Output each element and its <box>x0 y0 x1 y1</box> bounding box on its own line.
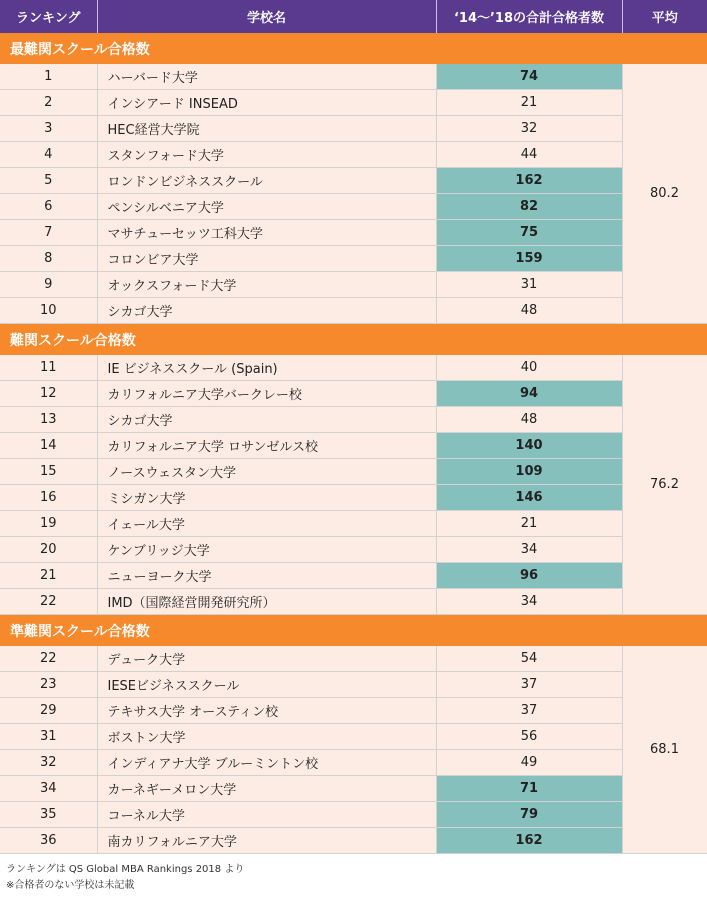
rank-cell: 23 <box>0 672 97 698</box>
table-row <box>0 672 707 698</box>
table-row <box>0 142 707 168</box>
school-name-cell: カリフォルニア大学バークレー校 <box>97 381 436 407</box>
highlighted-count-cell: 74 <box>436 64 622 90</box>
school-name-cell: イェール大学 <box>97 511 436 537</box>
rank-cell: 35 <box>0 802 97 828</box>
rank-cell: 3 <box>0 116 97 142</box>
school-name-cell: IE ビジネススクール (Spain) <box>97 355 436 381</box>
rank-cell: 5 <box>0 168 97 194</box>
school-name-cell: スタンフォード大学 <box>97 142 436 168</box>
highlighted-count-cell: 162 <box>436 828 622 854</box>
section-header-row <box>0 615 707 647</box>
count-cell: 34 <box>436 589 622 615</box>
table-row <box>0 485 707 511</box>
school-name-cell: ロンドンビジネススクール <box>97 168 436 194</box>
rank-cell: 7 <box>0 220 97 246</box>
school-name-cell: オックスフォード大学 <box>97 272 436 298</box>
rank-cell: 21 <box>0 563 97 589</box>
rank-cell: 15 <box>0 459 97 485</box>
count-cell: 34 <box>436 537 622 563</box>
count-cell: 48 <box>436 407 622 433</box>
school-name-cell: シカゴ大学 <box>97 298 436 324</box>
header-count: ‘14～’18の合計合格者数 <box>436 0 622 33</box>
school-name-cell: ハーバード大学 <box>97 64 436 90</box>
count-cell: 40 <box>436 355 622 381</box>
count-cell: 21 <box>436 511 622 537</box>
table-row <box>0 646 707 672</box>
rank-cell: 31 <box>0 724 97 750</box>
section-header-row <box>0 33 707 64</box>
table-row <box>0 90 707 116</box>
count-cell: 31 <box>436 272 622 298</box>
section-header-row <box>0 324 707 356</box>
footnotes <box>0 854 707 894</box>
school-name-cell: マサチューセッツ工科大学 <box>97 220 436 246</box>
count-cell: 56 <box>436 724 622 750</box>
section-title: 難関スクール合格数 <box>0 324 707 356</box>
rank-cell: 14 <box>0 433 97 459</box>
count-cell: 44 <box>436 142 622 168</box>
table-row <box>0 828 707 854</box>
table-row <box>0 589 707 615</box>
table-body <box>0 33 707 854</box>
table-row <box>0 459 707 485</box>
rank-cell: 34 <box>0 776 97 802</box>
rank-cell: 19 <box>0 511 97 537</box>
highlighted-count-cell: 109 <box>436 459 622 485</box>
table-row <box>0 802 707 828</box>
school-name-cell: ペンシルベニア大学 <box>97 194 436 220</box>
school-name-cell: IMD（国際経営開発研究所） <box>97 589 436 615</box>
highlighted-count-cell: 146 <box>436 485 622 511</box>
table-row <box>0 433 707 459</box>
section-average-cell: 68.1 <box>622 646 707 854</box>
school-name-cell: HEC経営大学院 <box>97 116 436 142</box>
highlighted-count-cell: 71 <box>436 776 622 802</box>
school-name-cell: シカゴ大学 <box>97 407 436 433</box>
table-row <box>0 724 707 750</box>
section-title: 準難関スクール合格数 <box>0 615 707 647</box>
rank-cell: 20 <box>0 537 97 563</box>
highlighted-count-cell: 96 <box>436 563 622 589</box>
footnote-omitted: ※合格者のない学校は未記載 <box>6 880 135 891</box>
rank-cell: 2 <box>0 90 97 116</box>
school-name-cell: ボストン大学 <box>97 724 436 750</box>
count-cell: 32 <box>436 116 622 142</box>
school-name-cell: テキサス大学 オースティン校 <box>97 698 436 724</box>
table-row <box>0 168 707 194</box>
school-name-cell: 南カリフォルニア大学 <box>97 828 436 854</box>
highlighted-count-cell: 140 <box>436 433 622 459</box>
rank-cell: 9 <box>0 272 97 298</box>
count-cell: 37 <box>436 672 622 698</box>
school-name-cell: コロンビア大学 <box>97 246 436 272</box>
count-cell: 21 <box>436 90 622 116</box>
table-row <box>0 194 707 220</box>
table-row <box>0 355 707 381</box>
table-row <box>0 563 707 589</box>
table-row <box>0 298 707 324</box>
header-school: 学校名 <box>97 0 436 33</box>
section-average-cell: 76.2 <box>622 355 707 615</box>
highlighted-count-cell: 162 <box>436 168 622 194</box>
rank-cell: 22 <box>0 646 97 672</box>
rank-cell: 16 <box>0 485 97 511</box>
school-name-cell: カリフォルニア大学 ロサンゼルス校 <box>97 433 436 459</box>
table-row <box>0 381 707 407</box>
rank-cell: 4 <box>0 142 97 168</box>
rank-cell: 13 <box>0 407 97 433</box>
highlighted-count-cell: 82 <box>436 194 622 220</box>
count-cell: 37 <box>436 698 622 724</box>
highlighted-count-cell: 94 <box>436 381 622 407</box>
header-ranking: ランキング <box>0 0 97 33</box>
rank-cell: 8 <box>0 246 97 272</box>
school-name-cell: コーネル大学 <box>97 802 436 828</box>
highlighted-count-cell: 79 <box>436 802 622 828</box>
highlighted-count-cell: 75 <box>436 220 622 246</box>
table-row <box>0 272 707 298</box>
footnote-source: ランキングは QS Global MBA Rankings 2018 より <box>6 864 245 875</box>
rank-cell: 29 <box>0 698 97 724</box>
school-name-cell: インシアード INSEAD <box>97 90 436 116</box>
rank-cell: 32 <box>0 750 97 776</box>
rank-cell: 22 <box>0 589 97 615</box>
count-cell: 49 <box>436 750 622 776</box>
count-cell: 48 <box>436 298 622 324</box>
rank-cell: 1 <box>0 64 97 90</box>
table-row <box>0 116 707 142</box>
table-row <box>0 511 707 537</box>
table-row <box>0 407 707 433</box>
school-name-cell: ノースウェスタン大学 <box>97 459 436 485</box>
school-name-cell: インディアナ大学 ブルーミントン校 <box>97 750 436 776</box>
table-header-row <box>0 0 707 33</box>
highlighted-count-cell: 159 <box>436 246 622 272</box>
table-row <box>0 698 707 724</box>
section-title: 最難関スクール合格数 <box>0 33 707 64</box>
school-name-cell: ミシガン大学 <box>97 485 436 511</box>
rank-cell: 11 <box>0 355 97 381</box>
table-row <box>0 64 707 90</box>
school-name-cell: カーネギーメロン大学 <box>97 776 436 802</box>
rank-cell: 10 <box>0 298 97 324</box>
school-name-cell: ニューヨーク大学 <box>97 563 436 589</box>
rank-cell: 12 <box>0 381 97 407</box>
table-row <box>0 537 707 563</box>
table-row <box>0 246 707 272</box>
rank-cell: 6 <box>0 194 97 220</box>
section-average-cell: 80.2 <box>622 64 707 324</box>
table-row <box>0 776 707 802</box>
school-name-cell: デューク大学 <box>97 646 436 672</box>
header-average: 平均 <box>622 0 707 33</box>
school-name-cell: IESEビジネススクール <box>97 672 436 698</box>
school-name-cell: ケンブリッジ大学 <box>97 537 436 563</box>
rank-cell: 36 <box>0 828 97 854</box>
count-cell: 54 <box>436 646 622 672</box>
table-row <box>0 220 707 246</box>
table-row <box>0 750 707 776</box>
